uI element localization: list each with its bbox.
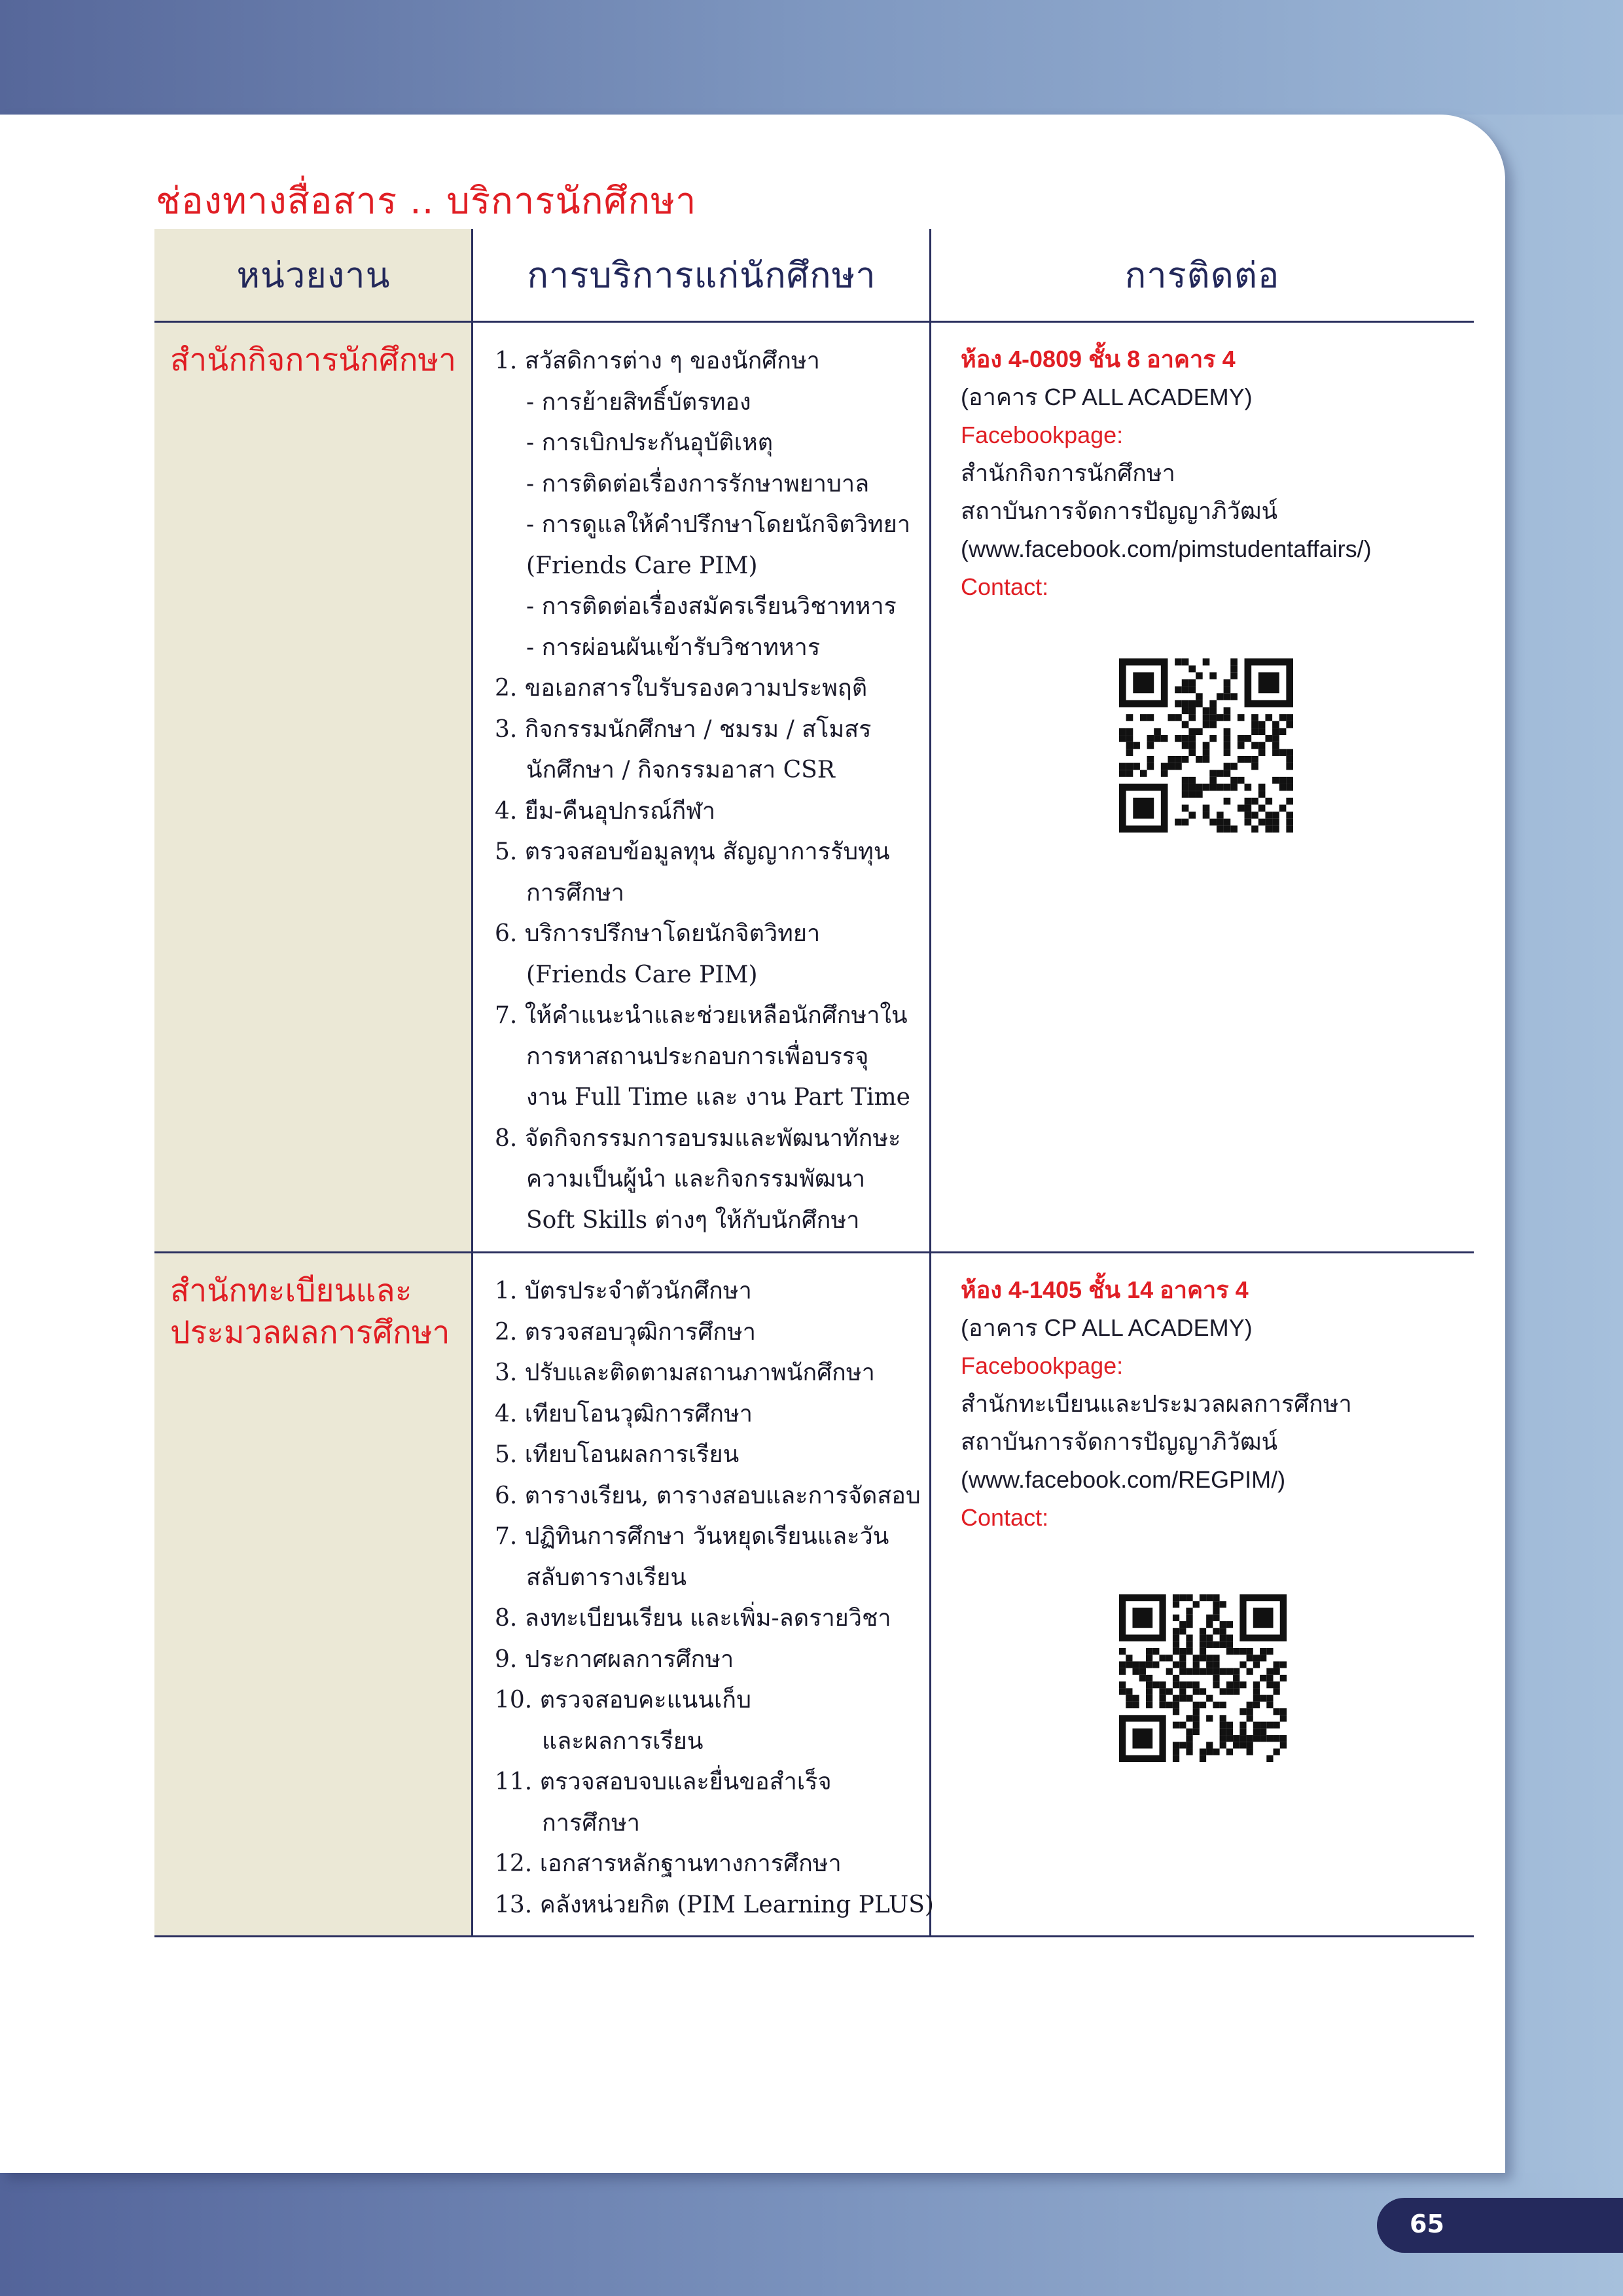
service-item: และผลการเรียน — [542, 1727, 704, 1755]
service-item: - การเบิกประกันอุบัติเหตุ — [526, 429, 774, 456]
facebook-page-name: สำนักกิจการนักศึกษา — [961, 459, 1175, 486]
service-item: - การย้ายสิทธิ์บัตรทอง — [526, 388, 751, 416]
header-services: การบริการแก่นักศึกษา — [527, 255, 876, 296]
building-name: (อาคาร CP ALL ACADEMY) — [961, 1314, 1253, 1341]
contact-label: Contact: — [961, 573, 1049, 600]
service-item: 3. กิจกรรมนักศึกษา / ชมรม / สโมสร — [495, 715, 872, 743]
service-item: 10. ตรวจสอบคะแนนเก็บ — [495, 1687, 751, 1713]
page-number: 65 — [1410, 2210, 1444, 2238]
facebook-label: Facebookpage: — [961, 422, 1124, 448]
facebook-page-org: สถาบันการจัดการปัญญาภิวัฒน์ — [961, 1428, 1278, 1455]
services-table — [154, 229, 1474, 1937]
unit-column-background — [154, 229, 473, 1937]
service-item: 4. เทียบโอนวุฒิการศึกษา — [495, 1400, 753, 1427]
service-item: การศึกษา — [526, 879, 624, 906]
service-item: 5. เทียบโอนผลการเรียน — [495, 1441, 740, 1468]
facebook-url[interactable]: (www.facebook.com/pimstudentaffairs/) — [961, 535, 1372, 562]
room-location: ห้อง 4-0809 ชั้น 8 อาคาร 4 — [961, 346, 1236, 372]
service-item: 8. ลงทะเบียนเรียน และเพิ่ม-ลดรายวิชา — [495, 1605, 891, 1632]
service-item: 2. ตรวจสอบวุฒิการศึกษา — [495, 1318, 756, 1346]
service-item: 12. เอกสารหลักฐานทางการศึกษา — [495, 1850, 842, 1877]
service-item: (Friends Care PIM) — [526, 552, 758, 579]
page-title: ช่องทางสื่อสาร .. บริการนักศึกษา — [156, 180, 697, 223]
service-item: 3. ปรับและติดตามสถานภาพนักศึกษา — [495, 1359, 875, 1386]
service-item: งาน Full Time และ งาน Part Time — [526, 1084, 910, 1111]
service-item: 8. จัดกิจกรรมการอบรมและพัฒนาทักษะ — [495, 1124, 901, 1152]
table-bottom-border — [154, 1935, 1474, 1937]
unit-name-registrar — [170, 1270, 450, 1354]
unit-name-line: สำนักกิจการนักศึกษา — [170, 342, 457, 378]
service-item: - การดูแลให้คำปรึกษาโดยนักจิตวิทยา — [526, 511, 911, 538]
service-item: การศึกษา — [542, 1809, 640, 1837]
service-item: การหาสถานประกอบการเพื่อบรรจุ — [526, 1043, 869, 1070]
facebook-page-org: สถาบันการจัดการปัญญาภิวัฒน์ — [961, 497, 1278, 524]
header-contact: การติดต่อ — [1124, 255, 1280, 296]
service-item: 7. ให้คำแนะนำและช่วยเหลือนักศึกษาใน — [495, 1002, 908, 1029]
room-location: ห้อง 4-1405 ชั้น 14 อาคาร 4 — [961, 1276, 1249, 1303]
service-item: 1. สวัสดิการต่าง ๆ ของนักศึกษา — [495, 348, 820, 374]
header-divider — [154, 321, 1474, 323]
service-item: 1. บัตรประจำตัวนักศึกษา — [495, 1278, 752, 1304]
qr-code-icon[interactable] — [1119, 1594, 1287, 1762]
building-name: (อาคาร CP ALL ACADEMY) — [961, 384, 1253, 410]
column-divider — [471, 229, 473, 1937]
facebook-label: Facebookpage: — [961, 1352, 1124, 1379]
service-item: - การผ่อนผันเข้ารับวิชาทหาร — [526, 634, 821, 661]
service-item: 7. ปฏิทินการศึกษา วันหยุดเรียนและวัน — [495, 1523, 889, 1550]
service-item: สลับตารางเรียน — [526, 1564, 687, 1591]
service-item: (Friends Care PIM) — [526, 961, 758, 988]
unit-name-student-affairs — [170, 339, 456, 381]
service-item: 6. บริการปรึกษาโดยนักจิตวิทยา — [495, 920, 821, 947]
service-item: - การติดต่อเรื่องการรักษาพยาบาล — [526, 470, 870, 497]
contact-label: Contact: — [961, 1504, 1049, 1531]
service-item: 11. ตรวจสอบจบและยื่นขอสำเร็จ — [495, 1768, 832, 1795]
facebook-page-name: สำนักทะเบียนและประมวลผลการศึกษา — [961, 1390, 1352, 1417]
service-item: นักศึกษา / กิจกรรมอาสา CSR — [526, 757, 835, 783]
service-item: 9. ประกาศผลการศึกษา — [495, 1645, 734, 1673]
qr-code-icon[interactable] — [1119, 658, 1293, 833]
facebook-url[interactable]: (www.facebook.com/REGPIM/) — [961, 1466, 1286, 1493]
top-decorative-band — [0, 0, 1623, 115]
service-item: - การติดต่อเรื่องสมัครเรียนวิชาทหาร — [526, 593, 897, 620]
service-item: Soft Skills ต่างๆ ให้กับนักศึกษา — [526, 1206, 860, 1234]
page-number-tab — [1377, 2198, 1623, 2253]
service-item: 5. ตรวจสอบข้อมูลทุน สัญญาการรับทุน — [495, 838, 890, 865]
contact-registrar — [961, 1271, 1465, 1537]
header-unit: หน่วยงาน — [236, 255, 391, 296]
service-item: 6. ตารางเรียน, ตารางสอบและการจัดสอบ — [495, 1482, 921, 1509]
service-item: ความเป็นผู้นำ และกิจกรรมพัฒนา — [526, 1166, 866, 1193]
row-divider — [154, 1251, 1474, 1253]
service-item: 13. คลังหน่วยกิต (PIM Learning PLUS) — [495, 1891, 934, 1918]
service-item: 2. ขอเอกสารใบรับรองความประพฤติ — [495, 675, 868, 702]
unit-name-line: ประมวลผลการศึกษา — [170, 1314, 450, 1351]
unit-name-line: สำนักทะเบียนและ — [170, 1272, 412, 1309]
service-item: 4. ยืม-คืนอุปกรณ์กีฬา — [495, 797, 716, 825]
contact-student-affairs — [961, 340, 1465, 606]
